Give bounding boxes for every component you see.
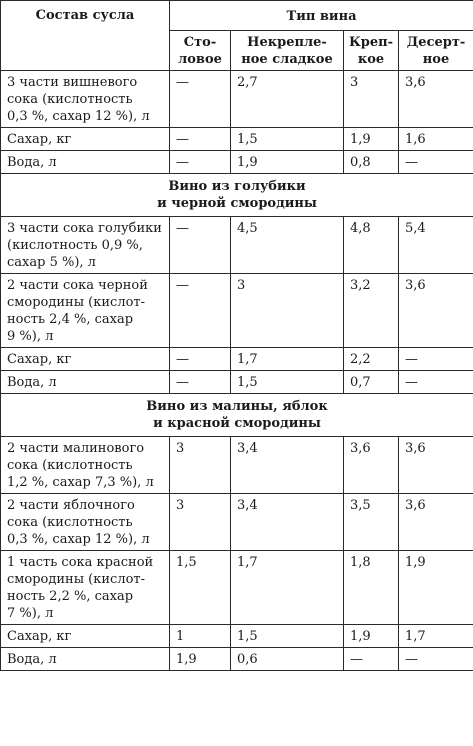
header-line: Креп-: [348, 34, 394, 50]
ingredient-line: Вода, л: [7, 652, 57, 667]
value-cell: 3,6: [399, 274, 473, 348]
table-row: [1, 494, 473, 551]
value-cell: 5,4: [399, 217, 473, 274]
section-title: [1, 174, 473, 217]
ingredient-cell: [1, 494, 170, 551]
ingredient-line: 1 часть сока красной: [7, 555, 154, 570]
value-cell: 3: [231, 274, 344, 348]
ingredient-cell: [1, 371, 170, 394]
ingredient-line: смородины (кислот-: [7, 572, 145, 587]
value-cell: 1,9: [399, 551, 473, 625]
ingredient-line: Вода, л: [7, 155, 57, 170]
ingredient-line: Сахар, кг: [7, 352, 72, 367]
value-cell: 3,6: [399, 71, 473, 128]
ingredient-cell: [1, 151, 170, 174]
column-header-semi-sweet-wine: [231, 31, 344, 71]
ingredient-line: Вода, л: [7, 375, 57, 390]
value-cell: 1,5: [231, 128, 344, 151]
ingredient-line: смородины (кислот-: [7, 295, 145, 310]
value-cell: 3,6: [344, 437, 399, 494]
value-cell: —: [170, 71, 231, 128]
column-header-strong-wine: [344, 31, 399, 71]
value-cell: 3,6: [399, 437, 473, 494]
column-header-table-wine: [170, 31, 231, 71]
ingredient-line: ность 2,2 %, сахар: [7, 589, 134, 604]
ingredient-line: сока (кислотность: [7, 458, 133, 473]
value-cell: 1,9: [344, 128, 399, 151]
value-cell: 1,5: [170, 551, 231, 625]
ingredient-cell: [1, 71, 170, 128]
table-row: [1, 648, 473, 671]
ingredient-cell: [1, 274, 170, 348]
ingredient-line: 7 %), л: [7, 606, 54, 621]
ingredient-line: 2 части малинового: [7, 441, 145, 456]
value-cell: 1,7: [399, 625, 473, 648]
ingredient-line: 9 %), л: [7, 329, 54, 344]
section-title-row: [1, 174, 473, 217]
value-cell: 1,7: [231, 348, 344, 371]
value-cell: 3,6: [399, 494, 473, 551]
value-cell: 3: [170, 494, 231, 551]
value-cell: 1,9: [344, 625, 399, 648]
value-cell: 3,2: [344, 274, 399, 348]
value-cell: —: [170, 128, 231, 151]
table-header: [1, 1, 473, 71]
table-row: [1, 71, 473, 128]
table-row: [1, 128, 473, 151]
ingredient-line: 3 части вишневого: [7, 75, 138, 90]
value-cell: —: [170, 371, 231, 394]
ingredient-line: 0,3 %, сахар 12 %), л: [7, 109, 150, 124]
value-cell: 1,5: [231, 371, 344, 394]
value-cell: 1: [170, 625, 231, 648]
header-line: ное сладкое: [241, 51, 333, 67]
header-line: ное: [422, 51, 450, 67]
ingredient-line: сока (кислотность: [7, 92, 133, 107]
value-cell: 3,5: [344, 494, 399, 551]
ingredient-line: Сахар, кг: [7, 629, 72, 644]
value-cell: 1,9: [231, 151, 344, 174]
ingredient-line: 2 части яблочного: [7, 498, 135, 513]
value-cell: —: [170, 151, 231, 174]
value-cell: 1,8: [344, 551, 399, 625]
table-row: [1, 371, 473, 394]
value-cell: 1,9: [170, 648, 231, 671]
ingredient-cell: [1, 128, 170, 151]
header-line: Десерт-: [406, 34, 466, 50]
value-cell: 2,7: [231, 71, 344, 128]
value-cell: 4,8: [344, 217, 399, 274]
header-line: кое: [357, 51, 385, 67]
value-cell: —: [399, 151, 473, 174]
column-header-dessert-wine: [399, 31, 473, 71]
section-title-line: и красной смородины: [153, 416, 321, 431]
ingredient-line: ность 2,4 %, сахар: [7, 312, 134, 327]
ingredient-cell: [1, 551, 170, 625]
value-cell: 4,5: [231, 217, 344, 274]
value-cell: —: [344, 648, 399, 671]
header-line: Сто-: [183, 34, 217, 50]
table-row: [1, 274, 473, 348]
header-line: ловое: [178, 51, 222, 67]
ingredient-line: 1,2 %, сахар 7,3 %), л: [7, 475, 154, 490]
value-cell: —: [399, 648, 473, 671]
section-title-line: и черной смородины: [157, 196, 317, 211]
value-cell: —: [399, 371, 473, 394]
section-title-line: Вино из малины, яблок: [146, 399, 328, 414]
value-cell: 3: [170, 437, 231, 494]
value-cell: 3,4: [231, 494, 344, 551]
value-cell: 2,2: [344, 348, 399, 371]
value-cell: —: [170, 348, 231, 371]
table-row: [1, 625, 473, 648]
value-cell: 3,4: [231, 437, 344, 494]
ingredient-line: сока (кислотность: [7, 515, 133, 530]
ingredient-line: 3 части сока голубики: [7, 221, 162, 236]
value-cell: 3: [344, 71, 399, 128]
value-cell: 0,6: [231, 648, 344, 671]
value-cell: 0,7: [344, 371, 399, 394]
value-cell: 1,7: [231, 551, 344, 625]
section-title-line: Вино из голубики: [168, 179, 306, 194]
value-cell: 0,8: [344, 151, 399, 174]
ingredient-cell: [1, 625, 170, 648]
ingredient-cell: [1, 437, 170, 494]
table-row: [1, 151, 473, 174]
section-title: [1, 394, 473, 437]
ingredient-line: (кислотность 0,9 %,: [7, 238, 143, 253]
table-row: [1, 217, 473, 274]
table-row: [1, 437, 473, 494]
ingredient-line: 2 части сока черной: [7, 278, 148, 293]
section-title-row: [1, 394, 473, 437]
value-cell: —: [399, 348, 473, 371]
column-header-composition: Состав сусла: [1, 1, 170, 71]
ingredient-line: сахар 5 %), л: [7, 255, 96, 270]
value-cell: 1,5: [231, 625, 344, 648]
ingredient-cell: [1, 348, 170, 371]
ingredient-cell: [1, 217, 170, 274]
header-line: Некрепле-: [247, 34, 327, 50]
ingredient-cell: [1, 648, 170, 671]
value-cell: —: [170, 274, 231, 348]
table-row: [1, 551, 473, 625]
value-cell: 1,6: [399, 128, 473, 151]
ingredient-line: Сахар, кг: [7, 132, 72, 147]
column-header-wine-type: Тип вина: [170, 1, 473, 31]
value-cell: —: [170, 217, 231, 274]
table-row: [1, 348, 473, 371]
ingredient-line: 0,3 %, сахар 12 %), л: [7, 532, 150, 547]
table-body: [1, 71, 473, 671]
